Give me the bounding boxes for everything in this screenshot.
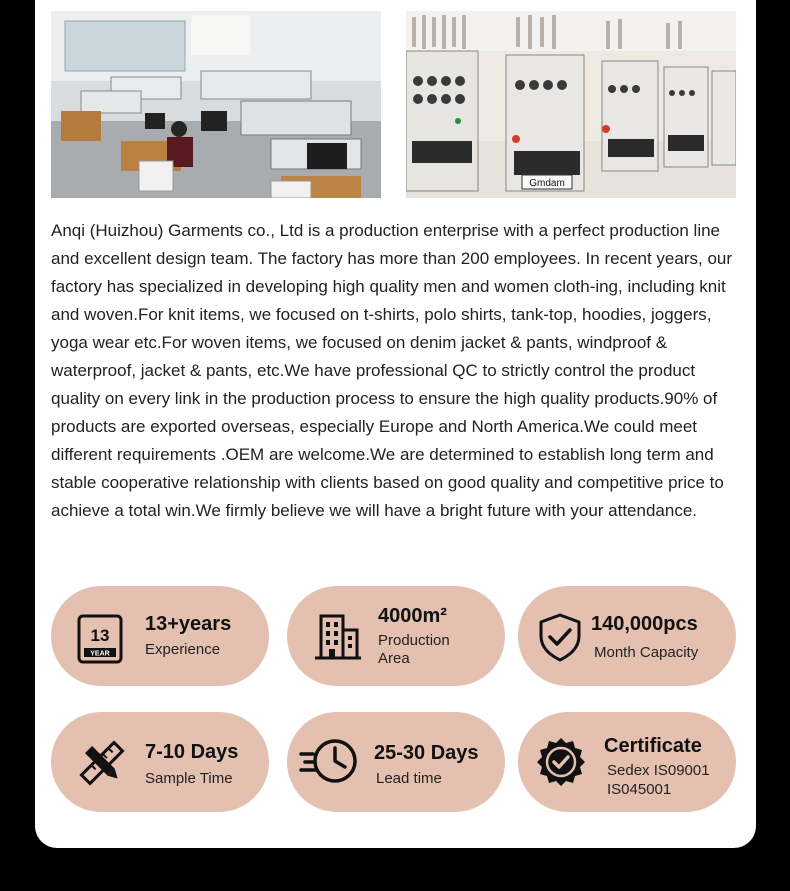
- badge-area-title: 4000m²: [378, 605, 447, 627]
- calendar-icon: [75, 614, 125, 664]
- badge-area: [287, 586, 505, 686]
- certificate-badge-icon: [536, 737, 586, 787]
- company-intro-text: Anqi (Huizhou) Garments co., Ltd is a production enterprise with a perfect production line and excellent design team. The factory has more than 200 employees. In recent years, our factory has specialized in developing high quality men and women cloth-ing, including knit and woven.For knit items, we focused on t-shirts, polo shirts, tank-top, hoodies, joggers, yoga wear etc.For woven items, we focused on denim jacket & pants, windproof & waterproof, jacket & pants, etc.We have professional QC to strictly control the product quality on every link in the production process to ensure the high quality products.90% of products are exported overseas, especially Europe and North America.We could meet different requirements .OEM are welcome.We are determined to establish long term and stable cooperative relationship with clients based on good quality and competitive price to achieve a total win.We firmly believe we will have a bright future with your attendance.: [51, 221, 733, 520]
- badge-sample-subtitle: Sample Time: [145, 770, 233, 787]
- badge-certificate: [518, 712, 736, 812]
- badge-sample-time: [51, 712, 269, 812]
- badge-experience: [51, 586, 269, 686]
- embroidery-machines-photo: [406, 11, 736, 198]
- badge-experience-subtitle: Experience: [145, 641, 221, 658]
- pencil-ruler-icon: [77, 738, 127, 788]
- badge-cert-subtitle-2: IS045001: [607, 781, 672, 798]
- content-card: [35, 0, 756, 848]
- fast-clock-icon: [299, 736, 359, 786]
- svg-text:YEAR: YEAR: [90, 650, 110, 658]
- badge-capacity-subtitle: Month Capacity: [594, 644, 699, 661]
- badge-area-subtitle-1: Production: [378, 632, 450, 649]
- badge-capacity: [518, 586, 736, 686]
- badge-lead-time: [287, 712, 505, 812]
- workshop-photo: [51, 11, 381, 198]
- badge-capacity-title: 140,000pcs: [591, 613, 698, 635]
- badge-cert-title: Certificate: [604, 735, 702, 757]
- badge-lead-title: 25-30 Days: [374, 742, 479, 764]
- badge-experience-title: 13+years: [145, 613, 232, 635]
- badge-cert-subtitle-1: Sedex IS09001: [607, 762, 710, 779]
- badge-sample-title: 7-10 Days: [145, 741, 239, 763]
- svg-text:13: 13: [90, 626, 110, 645]
- machine-brand-label: Gmdam: [529, 178, 565, 189]
- shield-check-icon: [535, 612, 585, 662]
- badge-area-subtitle-2: Area: [378, 650, 410, 667]
- badge-lead-subtitle: Lead time: [376, 770, 442, 787]
- building-icon: [313, 612, 363, 662]
